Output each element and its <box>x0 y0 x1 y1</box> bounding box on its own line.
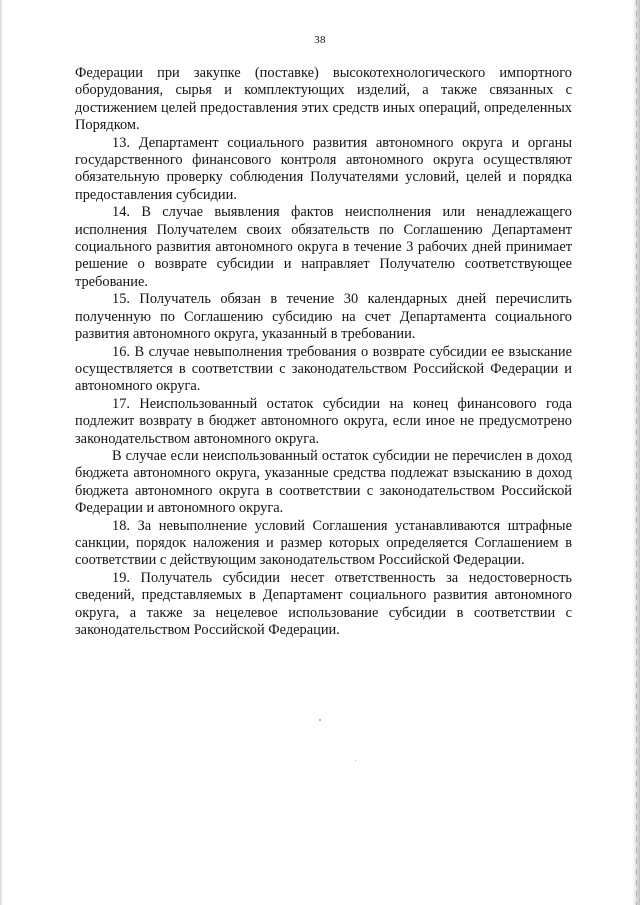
scan-left-edge <box>0 0 3 905</box>
paragraph-19: 19. Получатель субсидии несет ответственность за недостоверность сведений, представляемых в Департамент социального развития автономного округа, а также за нецелевое использование субсидии в соответствии с законодательством Российской Федерации. <box>75 569 572 638</box>
paragraph-17-continued: В случае если неиспользованный остаток субсидии не перечислен в доход бюджета автономного округа, указанные средства подлежат взысканию в доход бюджета автономного округа в соответствии с законодательством Российской Федерации и автономного округа. <box>75 447 572 517</box>
paragraph-15: 15. Получатель обязан в течение 30 календарных дней перечислить полученную по Соглашению субсидию на счет Департамента социального развития автономного округа, указанный в требовании. <box>75 291 572 343</box>
paragraph-18: 18. За невыполнение условий Соглашения устанавливаются штрафные санкции, порядок наложения и размер которых определяется Соглашением в соответствии с действующим законодательством Российской Федерации. <box>75 517 572 569</box>
paragraph-14: 14. В случае выявления фактов неисполнения или ненадлежащего исполнения Получателем своих обязательств по Соглашению Департамент социального развития автономного округа в течение 3 рабочих дней принимает решение о возврате субсидии и направляет Получателю соответствующее требование. <box>75 204 572 290</box>
scan-right-edge <box>632 0 640 905</box>
scan-speck <box>355 760 356 761</box>
paragraph-13: 13. Департамент социального развития автономного округа и органы государственного финансового контроля автономного округа осуществляют обязательную проверку соблюдения Получателями условий, целей и порядка предоставления субсидии. <box>75 134 572 203</box>
page-number: 38 <box>314 34 326 46</box>
paragraph-16: 16. В случае невыполнения требования о возврате субсидии ее взыскание осуществляется в соответствии с законодательством Российской Федерации и автономного округа. <box>75 343 572 395</box>
document-body <box>75 65 572 639</box>
paragraph-continuation: Федерации при закупке (поставке) высокотехнологического импортного оборудования, сырья и комплектующих изделий, а также связанных с достижением целей предоставления этих средств иных операций, определенных Порядком. <box>75 65 572 134</box>
paragraph-17: 17. Неиспользованный остаток субсидии на конец финансового года подлежит возврату в бюджет автономного округа, если иное не предусмотрено законодательством автономного округа. <box>75 395 572 447</box>
scan-speck <box>319 719 321 721</box>
